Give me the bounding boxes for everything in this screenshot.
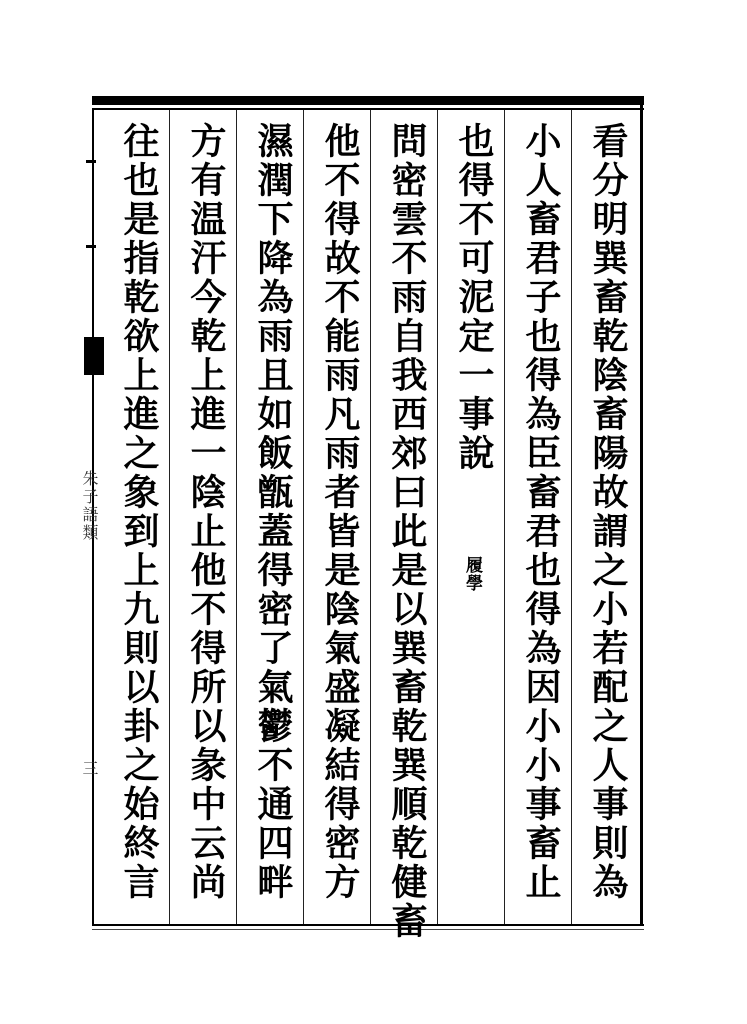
frame-top-border [92,96,644,105]
frame-bottom-border [92,924,644,926]
text-column-3: 也得不可泥定一事說 [453,122,495,473]
column-rule [236,110,237,924]
text-column-2: 小人畜君子也得為臣畜君也得為因小小事畜止 [520,122,562,902]
text-column-4: 問密雲不雨自我西郊曰此是以巽畜乾巽順乾健畜 [386,122,428,941]
fishtail-mark-icon [84,337,104,375]
text-column-8: 往也是指乾欲上進之象到上九則以卦之始終言 [118,122,160,902]
text-column-6: 濕潤下降為雨且如飯甑蓋得密了氣鬱不通四畔 [252,122,294,902]
frame-bottom-inner-border [92,929,644,930]
margin-tick-icon [86,245,96,248]
column-rule [370,110,371,924]
column-rule [504,110,505,924]
text-column-5: 他不得故不能雨凡雨者皆是陰氣盛凝結得密方 [319,122,361,902]
frame-right-border [640,96,643,926]
margin-book-title: 朱子語類 [80,470,99,542]
inline-annotation: 履學 [462,556,482,592]
column-rule [303,110,304,924]
text-column-7: 方有温汗今乾上進一陰止他不得所以彖中云尚 [185,122,227,902]
margin-page-number: 三 [80,760,99,778]
column-rule [571,110,572,924]
column-rule [437,110,438,924]
text-column-1: 看分明巽畜乾陰畜陽故謂之小若配之人事則為 [587,122,629,902]
margin-tick-icon [86,160,96,163]
frame-top-inner-border [92,108,644,110]
column-rule [169,110,170,924]
